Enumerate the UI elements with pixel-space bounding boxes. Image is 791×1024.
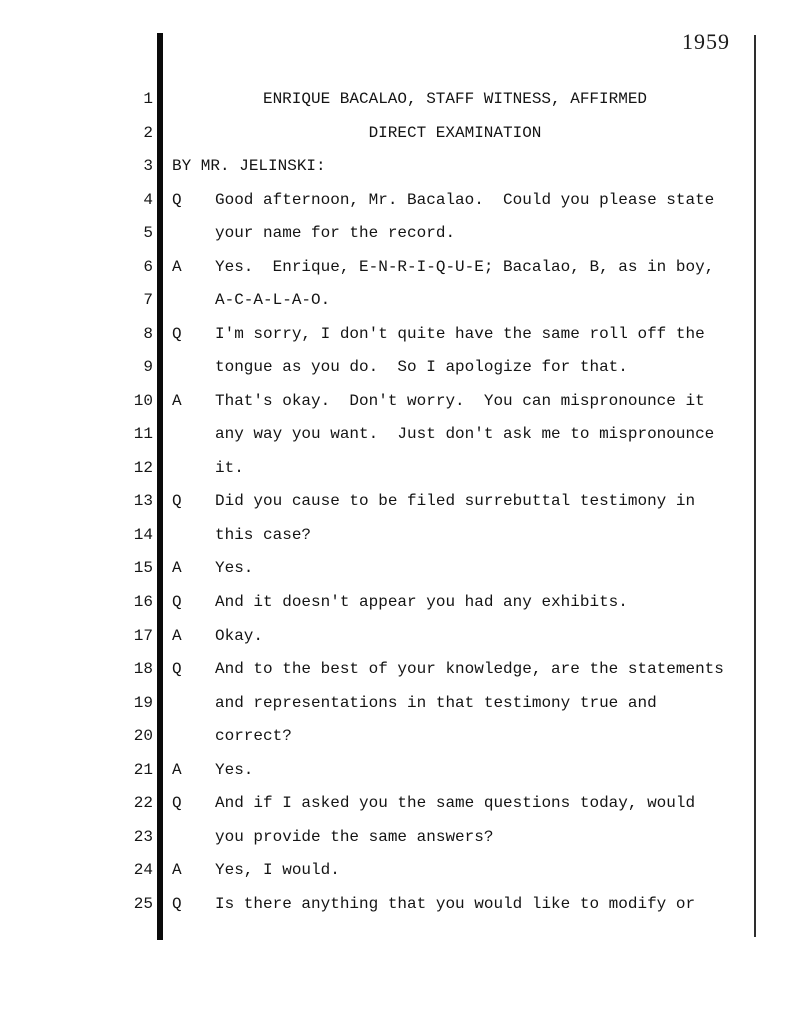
transcript-line: [0, 291, 791, 325]
line-content: [155, 761, 755, 795]
transcript-body: [0, 90, 791, 928]
speaker-label: A: [172, 861, 182, 880]
line-content: [155, 358, 755, 392]
line-number: 14: [133, 525, 153, 544]
line-text: And to the best of your knowledge, are the statements: [215, 660, 724, 679]
speaker-label: Q: [172, 190, 182, 209]
line-text: And it doesn't appear you had any exhibits.: [215, 592, 628, 611]
transcript-line: [0, 660, 791, 694]
line-content: [155, 593, 755, 627]
line-content: [155, 861, 755, 895]
speaker-label: Q: [172, 324, 182, 343]
page-number: 1959: [682, 29, 730, 54]
line-number: 9: [143, 358, 153, 377]
line-text: you provide the same answers?: [215, 827, 494, 846]
line-text: Okay.: [215, 626, 264, 645]
line-number: 4: [143, 190, 153, 209]
line-number: 8: [143, 324, 153, 343]
line-text: A-C-A-L-A-O.: [215, 291, 331, 310]
line-text: this case?: [215, 525, 312, 544]
line-content: [155, 191, 755, 225]
line-text: Good afternoon, Mr. Bacalao. Could you please state: [215, 190, 715, 209]
speaker-label: Q: [172, 660, 182, 679]
line-number: 3: [143, 157, 153, 176]
line-number: 21: [133, 760, 153, 779]
line-content: [155, 392, 755, 426]
line-text: That's okay. Don't worry. You can mispronounce it: [215, 391, 705, 410]
line-content: [155, 258, 755, 292]
line-number: 5: [143, 224, 153, 243]
transcript-line: [0, 794, 791, 828]
line-number: 12: [133, 458, 153, 477]
transcript-line: [0, 325, 791, 359]
line-number: 17: [133, 626, 153, 645]
line-number: 24: [133, 861, 153, 880]
line-number: 1: [143, 90, 153, 108]
line-number: 23: [133, 827, 153, 846]
line-content: [155, 559, 755, 593]
transcript-line: [0, 761, 791, 795]
line-number: 16: [133, 592, 153, 611]
line-text: Is there anything that you would like to modify or: [215, 894, 696, 913]
speaker-label: A: [172, 760, 182, 779]
transcript-line: [0, 392, 791, 426]
transcript-line: [0, 459, 791, 493]
line-content: [155, 90, 755, 124]
speaker-label: Q: [172, 794, 182, 813]
line-text: Yes, I would.: [215, 861, 340, 880]
line-content: [155, 325, 755, 359]
speaker-label: A: [172, 626, 182, 645]
line-text: any way you want. Just don't ask me to mispronounce: [215, 425, 715, 444]
line-text: your name for the record.: [215, 224, 456, 243]
transcript-line: [0, 828, 791, 862]
line-content: [155, 660, 755, 694]
transcript-line: [0, 727, 791, 761]
transcript-line: [0, 425, 791, 459]
line-number: 11: [133, 425, 153, 444]
speaker-label: A: [172, 391, 182, 410]
transcript-line: [0, 224, 791, 258]
line-content: [155, 794, 755, 828]
line-content: [155, 124, 755, 158]
line-text: And if I asked you the same questions today, would: [215, 794, 696, 813]
transcript-line: [0, 895, 791, 929]
line-content: [155, 694, 755, 728]
line-number: 19: [133, 693, 153, 712]
line-text: it.: [215, 458, 244, 477]
line-number: 25: [133, 894, 153, 913]
transcript-line: [0, 90, 791, 124]
line-number: 2: [143, 123, 153, 142]
line-text: correct?: [215, 727, 292, 746]
line-text: Yes. Enrique, E-N-R-I-Q-U-E; Bacalao, B, as in boy,: [215, 257, 715, 276]
line-number: 10: [133, 391, 153, 410]
line-text: Yes.: [215, 559, 254, 578]
line-text: ENRIQUE BACALAO, STAFF WITNESS, AFFIRMED: [262, 90, 648, 108]
transcript-line: [0, 627, 791, 661]
line-number: 7: [143, 291, 153, 310]
transcript-line: [0, 157, 791, 191]
line-content: [155, 727, 755, 761]
speaker-label: Q: [172, 894, 182, 913]
speaker-label: Q: [172, 492, 182, 511]
transcript-line: [0, 694, 791, 728]
line-content: [155, 526, 755, 560]
line-text: Yes.: [215, 760, 254, 779]
transcript-line: [0, 526, 791, 560]
line-text: I'm sorry, I don't quite have the same roll off the: [215, 324, 705, 343]
transcript-line: [0, 861, 791, 895]
line-number: 18: [133, 660, 153, 679]
transcript-line: [0, 258, 791, 292]
line-content: [155, 157, 755, 191]
transcript-line: [0, 358, 791, 392]
line-text: DIRECT EXAMINATION: [368, 123, 542, 142]
line-number: 15: [133, 559, 153, 578]
transcript-line: [0, 124, 791, 158]
line-content: [155, 895, 755, 929]
transcript-line: [0, 492, 791, 526]
line-content: [155, 627, 755, 661]
speaker-label: A: [172, 559, 182, 578]
line-text: BY MR. JELINSKI:: [172, 157, 326, 176]
line-content: [155, 492, 755, 526]
line-content: [155, 291, 755, 325]
line-number: 6: [143, 257, 153, 276]
line-text: Did you cause to be filed surrebuttal testimony in: [215, 492, 696, 511]
line-text: and representations in that testimony true and: [215, 693, 657, 712]
line-content: [155, 459, 755, 493]
speaker-label: A: [172, 257, 182, 276]
transcript-line: [0, 559, 791, 593]
line-content: [155, 828, 755, 862]
line-number: 22: [133, 794, 153, 813]
line-number: 20: [133, 727, 153, 746]
line-text: tongue as you do. So I apologize for that.: [215, 358, 628, 377]
transcript-line: [0, 593, 791, 627]
line-content: [155, 425, 755, 459]
speaker-label: Q: [172, 592, 182, 611]
transcript-line: [0, 191, 791, 225]
line-content: [155, 224, 755, 258]
line-number: 13: [133, 492, 153, 511]
